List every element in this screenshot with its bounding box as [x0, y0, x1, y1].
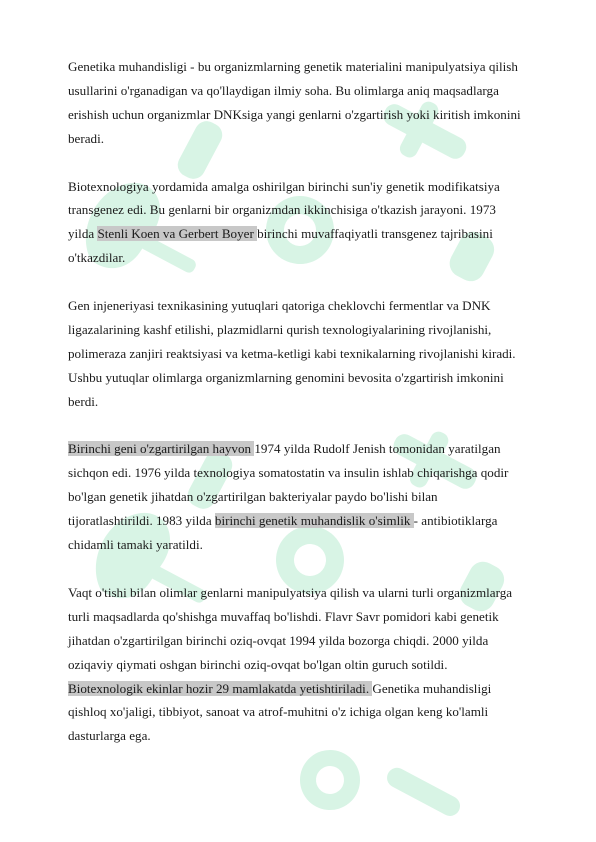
text-span: usullarini o'rganadigan va qo'llaydigan ilmiy soha. Bu olimlarga aniq maqsadlarga [68, 82, 499, 98]
text-line [68, 677, 564, 701]
text-line [68, 366, 564, 390]
text-line [68, 55, 564, 79]
text-line [68, 461, 564, 485]
text-span: beradi. [68, 130, 104, 146]
text-span: erishish uchun organizmlar DNKsiga yangi genlarni o'zgartirish yoki kiritish imkonini [68, 106, 521, 122]
text-span: dasturlarga ega. [68, 728, 151, 744]
text-span: tijoratlashtirildi. 1983 yilda [68, 513, 215, 529]
text-span: - antibiotiklarga [413, 513, 498, 529]
text-span: qishloq xo'jaligi, tibbiyot, sanoat va atrof-muhitni o'z ichiga olgan keng ko'lamli [68, 704, 489, 720]
text-span: berdi. [68, 393, 99, 409]
text-line [68, 175, 564, 199]
text-span: bo'lgan genetik jihatdan o'zgartirilgan bakteriyalar paydo bo'lishi bilan [68, 489, 438, 505]
text-line [68, 533, 564, 557]
text-line [68, 127, 564, 151]
paragraph [68, 55, 564, 151]
text-span: Genetika muhandisligi - bu organizmlarning genetik materialini manipulyatsiya qilish [68, 59, 518, 74]
text-line [68, 485, 564, 509]
highlighted-text: Biotexnologik ekinlar hozir 29 mamlakatda yetishtiriladi. [68, 680, 373, 696]
text-line [68, 246, 564, 270]
highlighted-text: birinchi genetik muhandislik o'simlik [214, 513, 414, 529]
text-span: transgenez edi. Bu genlarni bir organizmdan ikkinchisiga o'tkazish jarayoni. 1973 [68, 202, 496, 218]
paragraph [68, 581, 564, 748]
text-line [68, 294, 564, 318]
text-line [68, 79, 564, 103]
highlighted-text: Stenli Koen va Gerbert Boyer [97, 226, 258, 242]
text-line [68, 318, 564, 342]
text-span: jihatdan o'zgartirilgan birinchi oziq-ovqat 1994 yilda bozorga chiqdi. 2000 yilda [68, 632, 489, 648]
text-line [68, 342, 564, 366]
document-body [68, 55, 564, 772]
text-span: oziqaviy qiymati oshgan birinchi oziq-ovqat bo'lgan oltin guruch sotildi. [68, 656, 448, 672]
text-span: yilda [68, 226, 98, 242]
paragraph [68, 294, 564, 414]
text-span: polimeraza zanjiri reaktsiyasi va ketma-ketligi kabi texnikalarning rivojlanishi kiradi. [68, 345, 516, 361]
text-line [68, 653, 564, 677]
highlighted-text: Birinchi geni o'zgartirilgan hayvon [68, 441, 255, 457]
text-line [68, 103, 564, 127]
text-line [68, 700, 564, 724]
text-line [68, 198, 564, 222]
text-span: Ushbu yutuqlar olimlarga organizmlarning genomini bevosita o'zgartirish imkonini [68, 369, 504, 385]
text-span: o'tkazdilar. [68, 250, 126, 266]
paragraph [68, 175, 564, 271]
text-span: Biotexnologiya yordamida amalga oshirilgan birinchi sun'iy genetik modifikatsiya [68, 178, 500, 194]
text-span: ligazalarining kashf etilishi, plazmidlarni qurish texnologiyalarining rivojlanishi, [68, 321, 492, 337]
text-line [68, 629, 564, 653]
text-span: birinchi muvaffaqiyatli transgenez tajribasini [257, 226, 493, 242]
text-span: chidamli tamaki yaratildi. [68, 537, 203, 553]
text-line [68, 724, 564, 748]
text-line [68, 581, 564, 605]
text-span: Genetika muhandisligi [372, 680, 492, 696]
text-span: 1974 yilda Rudolf Jenish tomonidan yaratilgan [254, 441, 501, 457]
text-span: Gen injeneriyasi texnikasining yutuqlari qatoriga cheklovchi fermentlar va DNK [68, 298, 491, 314]
text-line [68, 605, 564, 629]
text-span: Vaqt o'tishi bilan olimlar genlarni manipulyatsiya qilish va ularni turli organizmlarga [68, 584, 513, 600]
text-line [68, 437, 564, 461]
paragraph [68, 437, 564, 557]
text-line [68, 222, 564, 246]
text-span: turli maqsadlarda qo'shishga muvaffaq bo'lishdi. Flavr Savr pomidori kabi genetik [68, 608, 499, 624]
text-line [68, 390, 564, 414]
text-span: sichqon edi. 1976 yilda texnologiya somatostatin va insulin ishlab chiqarishga qodir [68, 465, 509, 481]
text-line [68, 509, 564, 533]
